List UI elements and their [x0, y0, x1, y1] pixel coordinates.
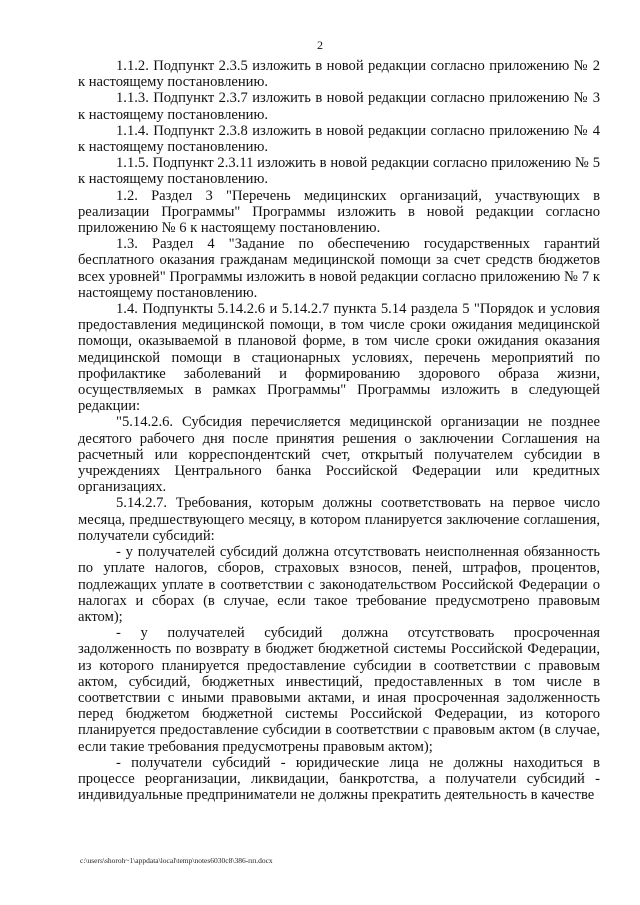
page-number: 2: [317, 38, 323, 52]
paragraph-1-2: 1.2. Раздел 3 "Перечень медицинских организаций, участвующих в реализации Программы" Программы изложить в новой редакции согласно приложению № 6 к настоящему постановлению.: [78, 187, 600, 237]
paragraph-1-1-2: 1.1.2. Подпункт 2.3.5 изложить в новой редакции согласно приложению № 2 к настоящему постановлению.: [78, 58, 600, 91]
document-body: [78, 58, 600, 803]
paragraph-5-14-2-7: 5.14.2.7. Требования, которым должны соответствовать на первое число месяца, предшествующего месяцу, в котором планируется заключение соглашения, получатели субсидий:: [78, 495, 600, 544]
footer-file-path: c:\users\shoroh~1\appdata\local\temp\notes6030c8\386-пп.docx: [80, 856, 273, 865]
paragraph-1-1-5: 1.1.5. Подпункт 2.3.11 изложить в новой редакции согласно приложению № 5 к настоящему постановлению.: [78, 155, 600, 188]
paragraph-1-1-4: 1.1.4. Подпункт 2.3.8 изложить в новой редакции согласно приложению № 4 к настоящему постановлению.: [78, 122, 600, 156]
paragraph-1-3: 1.3. Раздел 4 "Задание по обеспечению государственных гарантий бесплатного оказания гражданам медицинской помощи за счет средств бюджетов всех уровней" Программы изложить в новой редакции согласно приложению № 7 к настоящему постановлению.: [78, 236, 600, 301]
list-item-reorganization: - получатели субсидий - юридические лица не должны находиться в процессе реорганизации, ликвидации, банкротства, а получатели субсидий - индивидуальные предприниматели не должны прекратить деятельность в качестве: [78, 754, 600, 804]
paragraph-1-1-3: 1.1.3. Подпункт 2.3.7 изложить в новой редакции согласно приложению № 3 к настоящему постановлению.: [78, 90, 600, 123]
paragraph-5-14-2-6: "5.14.2.6. Субсидия перечисляется медицинской организации не позднее десятого рабочего дня после принятия решения о заключении Соглашения на расчетный или корреспондентский счет, открытый получателем субсидии в учреждениях Центрального банка Российской Федерации или кредитных организациях.: [78, 414, 600, 496]
paragraph-1-4: 1.4. Подпункты 5.14.2.6 и 5.14.2.7 пункта 5.14 раздела 5 "Порядок и условия предоставления медицинской помощи, в том числе сроки ожидания медицинской помощи, оказываемой в плановой форме, в том числе сроки ожидания оказания медицинской помощи в стационарных условиях, перечень мероприятий по профилактике заболеваний и формированию здорового образа жизни, осуществляемых в рамках Программы" Программы изложить в следующей редакции:: [78, 301, 600, 415]
list-item-tax-debt: - у получателей субсидий должна отсутствовать неисполненная обязанность по уплате налогов, сборов, страховых взносов, пеней, штрафов, процентов, подлежащих уплате в соответствии с законодательством Российской Федерации о налогах и сборах (в случае, если такое требование предусмотрено правовым актом);: [78, 544, 600, 625]
list-item-budget-debt: - у получателей субсидий должна отсутствовать просроченная задолженность по возврату в бюджет бюджетной системы Российской Федерации, из которого планируется предоставление субсидии в соответствии с правовым актом, субсидий, бюджетных инвестиций, предоставленных в том числе в соответствии с иными правовыми актами, и иная просроченная задолженность перед бюджетом бюджетной системы Российской Федерации, из которого планируется предоставление субсидии в соответствии с правовым актом (в случае, если такие требования предусмотрены правовым актом);: [78, 625, 600, 755]
